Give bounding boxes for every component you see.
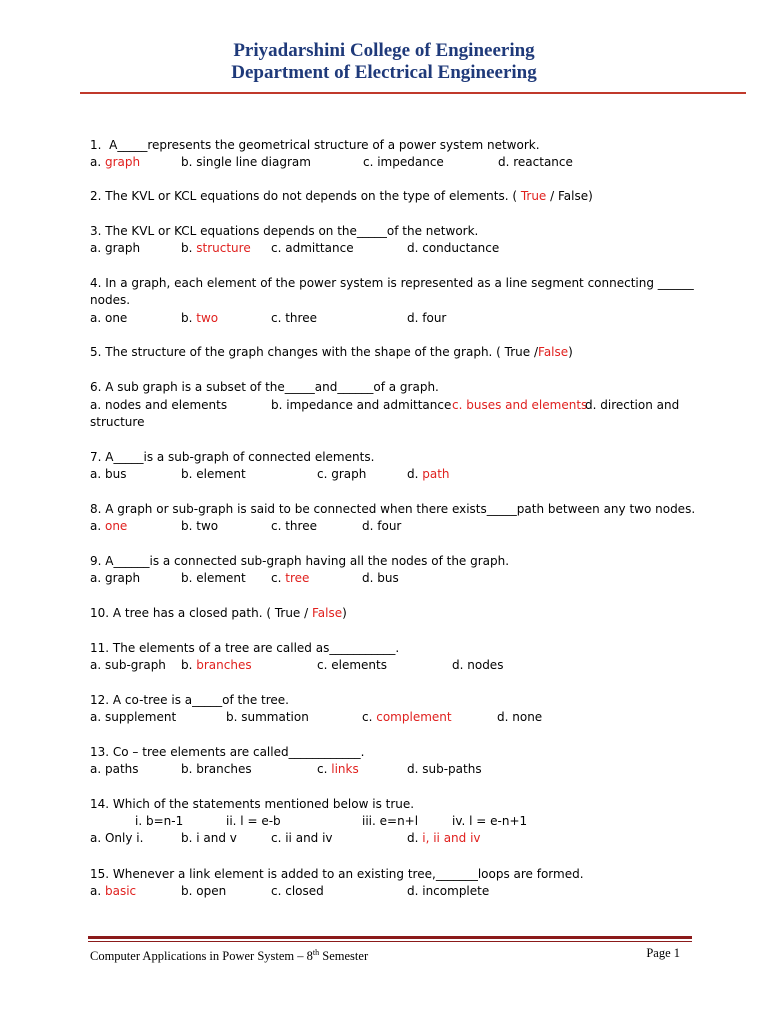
question-5: 5. The structure of the graph changes with the shape of the graph. ( True /False)	[90, 345, 573, 359]
question-6: 6. A sub graph is a subset of the_____and______of a graph.	[90, 380, 439, 394]
question-14-statements: i. b=n-1 ii. l = e-b iii. e=n+l iv. l = e-n+1	[135, 814, 528, 828]
question-9-options: a. graph b. element c. tree d. bus	[90, 571, 399, 585]
document-header	[0, 40, 768, 84]
question-7: 7. A_____is a sub-graph of connected elements.	[90, 450, 375, 464]
question-7-options: a. bus b. element c. graph d. path	[90, 467, 450, 481]
question-15: 15. Whenever a link element is added to an existing tree,_______loops are formed.	[90, 867, 584, 881]
question-11-options: a. sub-graph b. branches c. elements d. nodes	[90, 658, 504, 672]
course-title: Computer Applications in Power System – 8th Semester	[90, 948, 369, 964]
question-1: 1. A_____represents the geometrical structure of a power system network.	[90, 138, 540, 152]
question-13-options: a. paths b. branches c. links d. sub-paths	[90, 762, 482, 776]
page-number: Page 1	[646, 946, 680, 960]
question-12-options: a. supplement b. summation c. complement d. none	[90, 710, 543, 724]
question-12: 12. A co-tree is a_____of the tree.	[90, 693, 289, 707]
department-name: Department of Electrical Engineering	[231, 62, 537, 83]
question-11: 11. The elements of a tree are called as___________.	[90, 641, 400, 655]
question-14: 14. Which of the statements mentioned below is true.	[90, 797, 415, 811]
question-8: 8. A graph or sub-graph is said to be connected when there exists_____path between any two nodes.	[90, 502, 696, 516]
question-6-options: a. nodes and elements b. impedance and admittance c. buses and elements d. direction and	[90, 398, 680, 412]
header-rule	[80, 92, 746, 94]
question-4-cont: nodes.	[90, 293, 131, 307]
answer: False	[538, 345, 569, 359]
answer: c. buses and elements	[452, 398, 588, 412]
college-name: Priyadarshini College of Engineering	[233, 40, 535, 61]
answer: one	[104, 519, 128, 533]
answer: two	[196, 311, 219, 325]
answer: structure	[196, 241, 251, 255]
answer: False	[311, 606, 343, 620]
question-15-options: a. basic b. open c. closed d. incomplete	[90, 884, 490, 898]
answer: branches	[196, 658, 252, 672]
question-6-cont: structure	[90, 415, 145, 429]
question-9: 9. A______is a connected sub-graph having all the nodes of the graph.	[90, 554, 510, 568]
question-1-options: a. graph b. single line diagram c. impedance d. reactance	[90, 155, 573, 169]
answer: links	[331, 762, 359, 776]
question-14-options: a. Only i. b. i and v c. ii and iv d. i, ii and iv	[90, 831, 481, 845]
answer: basic	[104, 884, 137, 898]
question-4-options: a. one b. two c. three d. four	[90, 311, 447, 325]
footer-rule-thick	[88, 936, 692, 939]
question-2: 2. The KVL or KCL equations do not depends on the type of elements. ( True / False)	[90, 189, 593, 203]
question-10: 10. A tree has a closed path. ( True / False)	[90, 606, 347, 620]
answer: path	[422, 467, 450, 481]
question-13: 13. Co – tree elements are called____________.	[90, 745, 365, 759]
question-4: 4. In a graph, each element of the power system is represented as a line segment connecting ______	[90, 276, 694, 290]
question-8-options: a. one b. two c. three d. four	[90, 519, 402, 533]
page-footer	[90, 944, 680, 965]
question-3-options: a. graph b. structure c. admittance d. conductance	[90, 241, 500, 255]
answer: tree	[285, 571, 310, 585]
answer: True	[520, 189, 547, 203]
answer: complement	[376, 710, 452, 724]
question-3: 3. The KVL or KCL equations depends on the_____of the network.	[90, 224, 479, 238]
footer-rule-thin	[88, 941, 692, 942]
answer: i, ii and iv	[422, 831, 481, 845]
answer: graph	[104, 155, 141, 169]
